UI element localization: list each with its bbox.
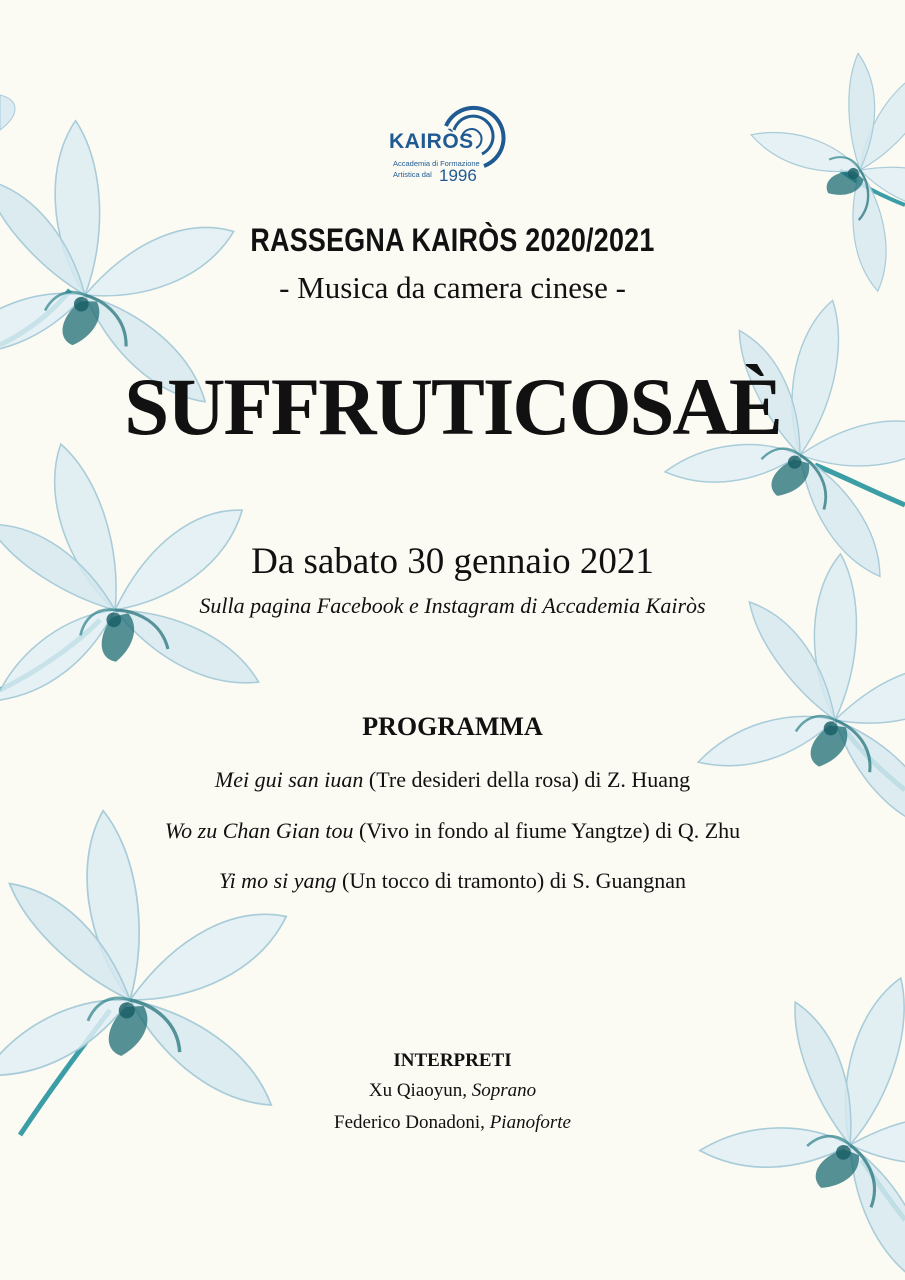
piece-description: (Tre desideri della rosa) di Z. Huang xyxy=(363,767,691,792)
programme-heading: PROGRAMMA xyxy=(362,712,543,741)
piece-description: (Un tocco di tramonto) di S. Guangnan xyxy=(336,868,687,893)
event-venue: Sulla pagina Facebook e Instagram di Accademia Kairòs xyxy=(199,593,706,618)
performer-name: Xu Qiaoyun, xyxy=(368,1080,472,1101)
logo-subtitle-line1: Accademia di Formazione xyxy=(393,159,480,168)
kairos-logo xyxy=(386,96,518,192)
series-subtitle: - Musica da camera cinese - xyxy=(279,270,626,305)
logo-year: 1996 xyxy=(439,166,477,185)
event-date: Da sabato 30 gennaio 2021 xyxy=(251,541,654,582)
main-title: SUFFRUTICOSAÈ xyxy=(124,361,781,452)
series-title: RASSEGNA KAIRÒS 2020/2021 xyxy=(250,222,655,258)
programme-item xyxy=(0,868,905,894)
programme-item xyxy=(0,818,905,844)
performers-heading: INTERPRETI xyxy=(393,1050,512,1071)
logo-name: KAIRÒS xyxy=(389,130,474,153)
performer-name: Federico Donadoni, xyxy=(334,1112,490,1133)
performer-role: Pianoforte xyxy=(489,1112,571,1133)
piece-description: (Vivo in fondo al fiume Yangtze) di Q. Zhu xyxy=(353,818,741,843)
performer xyxy=(0,1112,905,1134)
logo-subtitle-line2: Artistica dal xyxy=(393,170,432,179)
performer-role: Soprano xyxy=(471,1080,537,1101)
performer xyxy=(0,1080,905,1102)
piece-title: Wo zu Chan Gian tou xyxy=(164,818,354,843)
piece-title: Yi mo si yang xyxy=(218,868,337,893)
piece-title: Mei gui san iuan xyxy=(214,767,364,792)
programme-item xyxy=(0,767,905,793)
